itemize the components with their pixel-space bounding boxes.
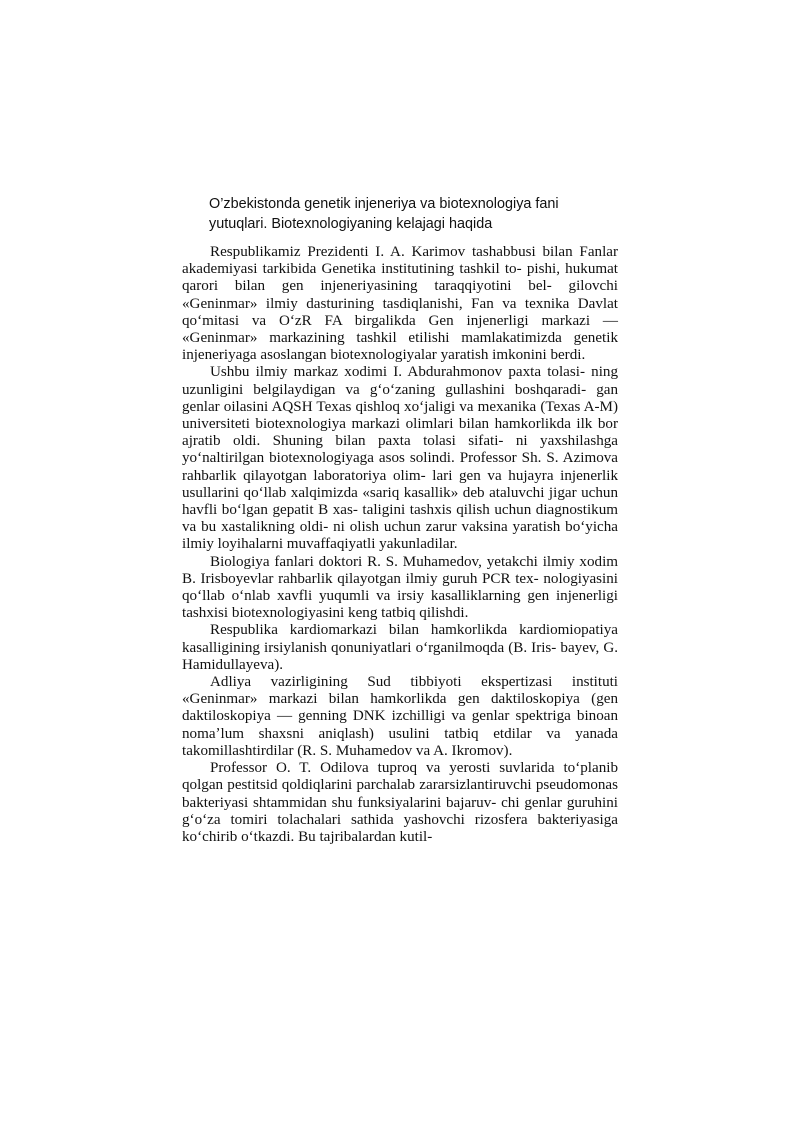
paragraph: Professor O. T. Odilova tuproq va yerosti suvlarida toʻplanib qolgan pestitsid qoldiqlarini parchalab zararsizlantiruvchi pseudomonas bakteriyasi shtammidan shu funksiyalarini bajaruv- chi genlar guruhini gʻoʻza tomiri tolachalari sathida yashovchi rizosfera bakteriyasiga koʻchirib oʻtkazdi. Bu tajribalardan kutil- bbox=[182, 760, 618, 845]
title-line-2: yutuqlari. Biotexnologiyaning kelajagi haqida bbox=[209, 215, 493, 232]
paragraph: Respublikamiz Prezidenti I. A. Karimov tashabbusi bilan Fanlar akademiyasi tarkibida Genetika institutining tashkil to- pishi, hukumat qarori bilan gen injeneriyasining taraqqiyotini bel- gilovchi «Geninmar» ilmiy dasturining tasdiqlanishi, Fan va texnika Davlat qoʻmitasi va OʻzR FA birgalikda Gen injenerligi markazi — «Geninmar» markazining tashkil etilishi mamlakatimizda genetik injeneriyaga asoslangan biotexnologiyalar yaratish imkonini berdi. bbox=[182, 244, 618, 364]
document-page bbox=[182, 195, 618, 846]
paragraph: Adliya vazirligining Sud tibbiyoti ekspertizasi instituti «Geninmar» markazi bilan hamkorlikda gen daktiloskopiya (gen daktiloskopiya — genning DNK izchilligi va genlar spektriga binoan nomaʼlum shaxsni aniqlash) usulini tatbiq etdilar va yanada takomillashtirdilar (R. S. Muhamedov va A. Ikromov). bbox=[182, 674, 618, 759]
paragraph: Respublika kardiomarkazi bilan hamkorlikda kardiomiopatiya kasalligining irsiylanish qonuniyatlari oʻrganilmoqda (B. Iris- bayev, G. Hamidullayeva). bbox=[182, 622, 618, 673]
paragraph: Ushbu ilmiy markaz xodimi I. Abdurahmonov paxta tolasi- ning uzunligini belgilaydigan va gʻoʻzaning gullashini boshqaradi- gan genlar oilasini AQSH Texas qishloq xoʻjaligi va mexanika (Texas A-M) universiteti biotexnologiya markazi olimlari bilan hamkorlikda ilk bor ajratib oldi. Shuning bilan paxta tolasi sifati- ni yaxshilashga yoʻnaltirilgan biotexnologiyaga asos solindi. Professor Sh. S. Azimova rahbarlik qilayotgan laboratoriya olim- lari gen va hujayra injenerlik usullarini qoʻllab xalqimizda «sariq kasallik» deb ataluvchi jigar uchun havfli boʻlgan gepatit B xas- taligini tashxis qilish uchun diagnostikum va bu xastalikning oldi- ni olish uchun zarur vaksina yaratish boʻyicha ilmiy loyihalarni muvaffaqiyatli yakunladilar. bbox=[182, 364, 618, 553]
document-body bbox=[182, 244, 618, 846]
document-title bbox=[209, 195, 618, 234]
paragraph: Biologiya fanlari doktori R. S. Muhamedov, yetakchi ilmiy xodim B. Irisboyevlar rahbarlik qilayotgan ilmiy guruh PCR tex- nologiyasini qoʻllab oʻnlab xavfli yuqumli va irsiy kasalliklarning gen injenerligi tashxisi biotexnologiyasini keng tatbiq qilishdi. bbox=[182, 553, 618, 622]
title-line-1: O’zbekistonda genetik injeneriya va biotexnologiya fani bbox=[209, 196, 559, 212]
